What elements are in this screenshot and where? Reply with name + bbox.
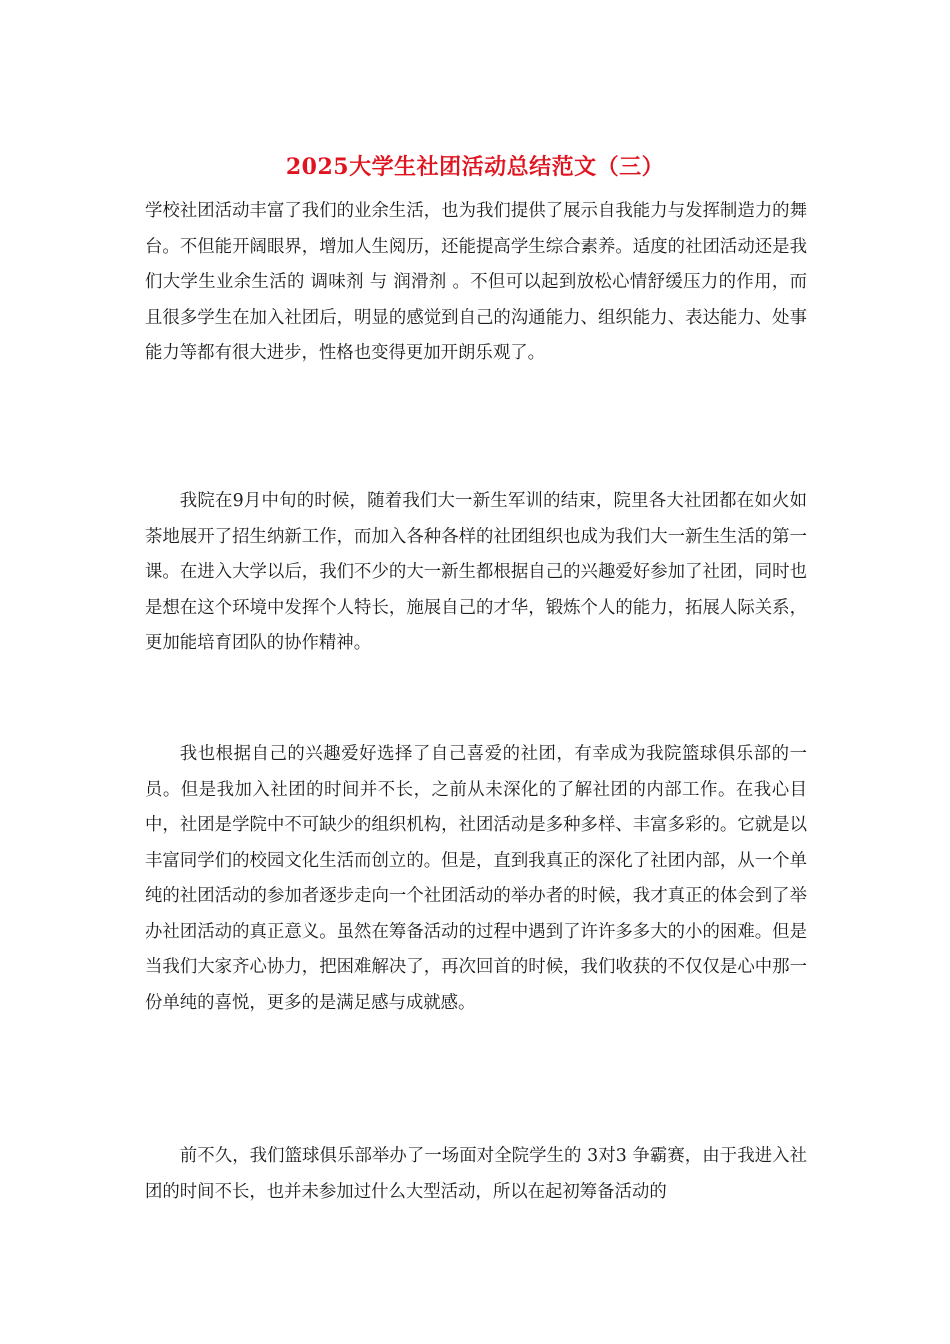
- paragraph-2: 我院在9月中旬的时候，随着我们大一新生军训的结束，院里各大社团都在如火如荼地展开了招生纳新工作，而加入各种各样的社团组织也成为我们大一新生生活的第一课。在进入大学以后，我们不少的大一新生都根据自己的兴趣爱好参加了社团，同时也是想在这个环境中发挥个人特长，施展自己的才华，锻炼个人的能力，拓展人际关系，更加能培育团队的协作精神。: [145, 491, 807, 653]
- paragraph-4: 前不久，我们篮球俱乐部举办了一场面对全院学生的 3对3 争霸赛，由于我进入社团的时间不长，也并未参加过什么大型活动，所以在起初筹备活动的: [145, 1146, 807, 1202]
- paragraph-1: 学校社团活动丰富了我们的业余生活，也为我们提供了展示自我能力与发挥制造力的舞台。不但能开阔眼界，增加人生阅历，还能提高学生综合素养。适度的社团活动还是我们大学生业余生活的 调味剂 与 润滑剂 。不但可以起到放松心情舒缓压力的作用，而且很多学生在加入社团后，明显的感觉到自己的沟通能力、组织能力、表达能力、处事能力等都有很大进步，性格也变得更加开朗乐观了。: [145, 201, 807, 363]
- paragraph-3: 我也根据自己的兴趣爱好选择了自己喜爱的社团，有幸成为我院篮球俱乐部的一员。但是我加入社团的时间并不长，之前从未深化的了解社团的内部工作。在我心目中，社团是学院中不可缺少的组织机构，社团活动是多种多样、丰富多彩的。它就是以丰富同学们的校园文化生活而创立的。但是，直到我真正的深化了社团内部，从一个单纯的社团活动的参加者逐步走向一个社团活动的举办者的时候，我才真正的体会到了举办社团活动的真正意义。虽然在筹备活动的过程中遇到了许许多多大的小的困难。但是当我们大家齐心协力，把困难解决了，再次回首的时候，我们收获的不仅仅是心中那一份单纯的喜悦，更多的是满足感与成就感。: [145, 744, 807, 1013]
- document-title: 2025大学生社团活动总结范文（三）: [285, 154, 665, 180]
